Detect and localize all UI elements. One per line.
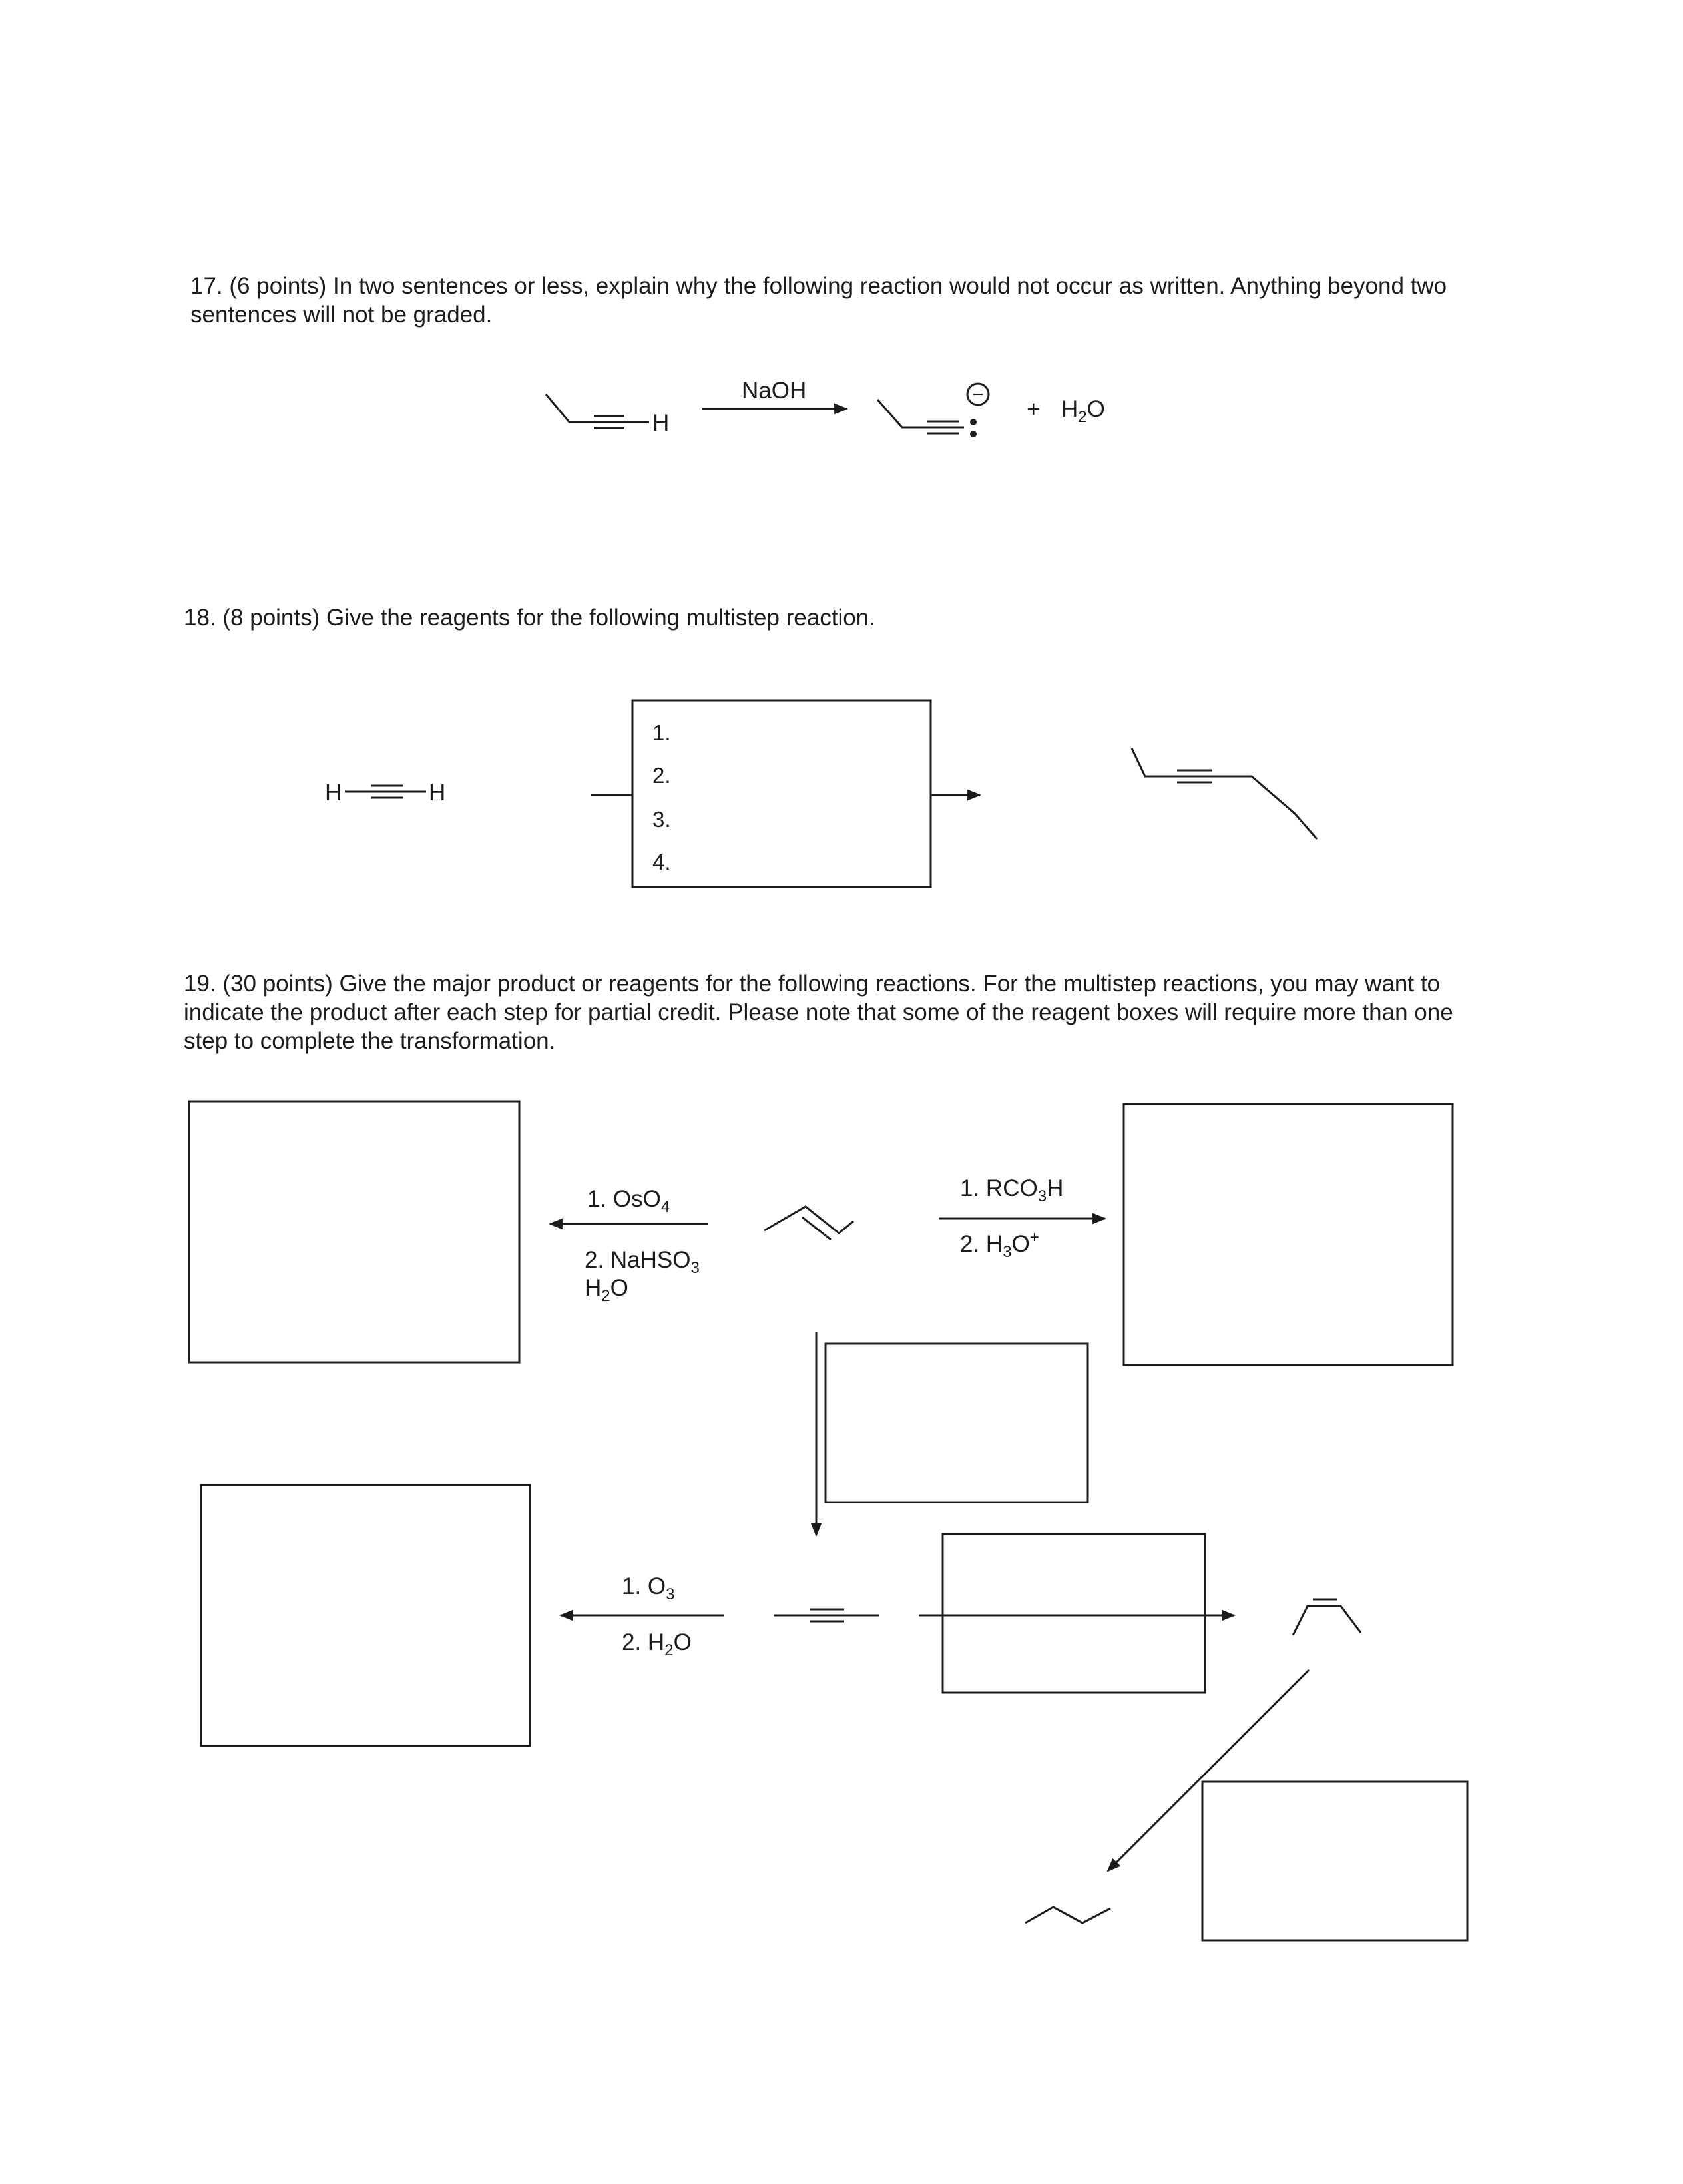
- q19-ozonolysis-step2: 2. $H_2O$: [622, 1629, 692, 1659]
- q19-arrow-diagonal: [1108, 1670, 1309, 1871]
- q19-reagent-box-down[interactable]: [826, 1344, 1088, 1502]
- q19-reactions: [189, 1101, 1467, 1940]
- q18-step-2: 2.: [652, 763, 671, 788]
- q18-reaction: [345, 700, 1317, 887]
- q17-charge-sign: −: [972, 384, 984, 406]
- q18-step-4: 4.: [652, 850, 671, 874]
- question-17-text: 17. (6 points) In two sentences or less, explain why the following reaction would not occur as written. Anything beyond two sentences will not be graded.: [190, 273, 1447, 328]
- q19-answer-box-epoxide-product[interactable]: [1124, 1104, 1453, 1365]
- q17-reactant-alkyne: [546, 394, 649, 428]
- q19-osmium-step1: 1. OsO$_4$: [587, 1186, 670, 1216]
- q17-lone-pair-dot: [970, 419, 977, 425]
- q19-propene: [764, 1207, 853, 1240]
- question-18-text: 18. (8 points) Give the reagents for the following multistep reaction.: [184, 605, 875, 631]
- q17-water: $H_2O$: [1061, 396, 1105, 426]
- q18-step-3: 3.: [652, 807, 671, 832]
- q17-lone-pair-dot: [970, 431, 977, 437]
- q19-osmium-step2-water: $H_2O$: [585, 1275, 628, 1305]
- q19-answer-box-diol[interactable]: [189, 1101, 519, 1362]
- q19-right-alkene: [1293, 1599, 1361, 1635]
- q19-answer-box-ozonolysis[interactable]: [201, 1485, 530, 1746]
- q19-reagent-box-diagonal[interactable]: [1202, 1782, 1467, 1940]
- question-19-text: 19. (30 points) Give the major product or reagents for the following reactions. For the multistep reactions, you may want to indicate the product after each step for partial credit. Please note that some of the reagent boxes will require more than one step to complete the transformation.: [184, 971, 1453, 1054]
- q17-reactant-h: H: [652, 410, 670, 436]
- q17-reagent-naoh: NaOH: [742, 378, 807, 404]
- q19-epoxidation-step2: 2. $H_3O^+$: [960, 1228, 1039, 1261]
- q19-reagent-box-right[interactable]: [943, 1534, 1205, 1693]
- q17-plus: +: [1027, 396, 1041, 422]
- q18-h-left: H: [325, 780, 342, 806]
- q18-product-alkyne: [1132, 748, 1317, 839]
- q19-epoxidation-step1: 1. $RCO_3H$: [960, 1175, 1064, 1205]
- q19-osmium-step2: 2. NaHSO$_3$: [585, 1247, 700, 1277]
- q18-acetylene: [345, 786, 426, 798]
- q18-h-right: H: [429, 780, 446, 806]
- q19-center-alkyne: [774, 1609, 879, 1621]
- q18-step-1: 1.: [652, 720, 671, 745]
- q19-ozonolysis-step1: 1. $O_3$: [622, 1573, 675, 1603]
- q18-reagent-box[interactable]: [632, 700, 931, 887]
- q19-butane: [1025, 1907, 1110, 1923]
